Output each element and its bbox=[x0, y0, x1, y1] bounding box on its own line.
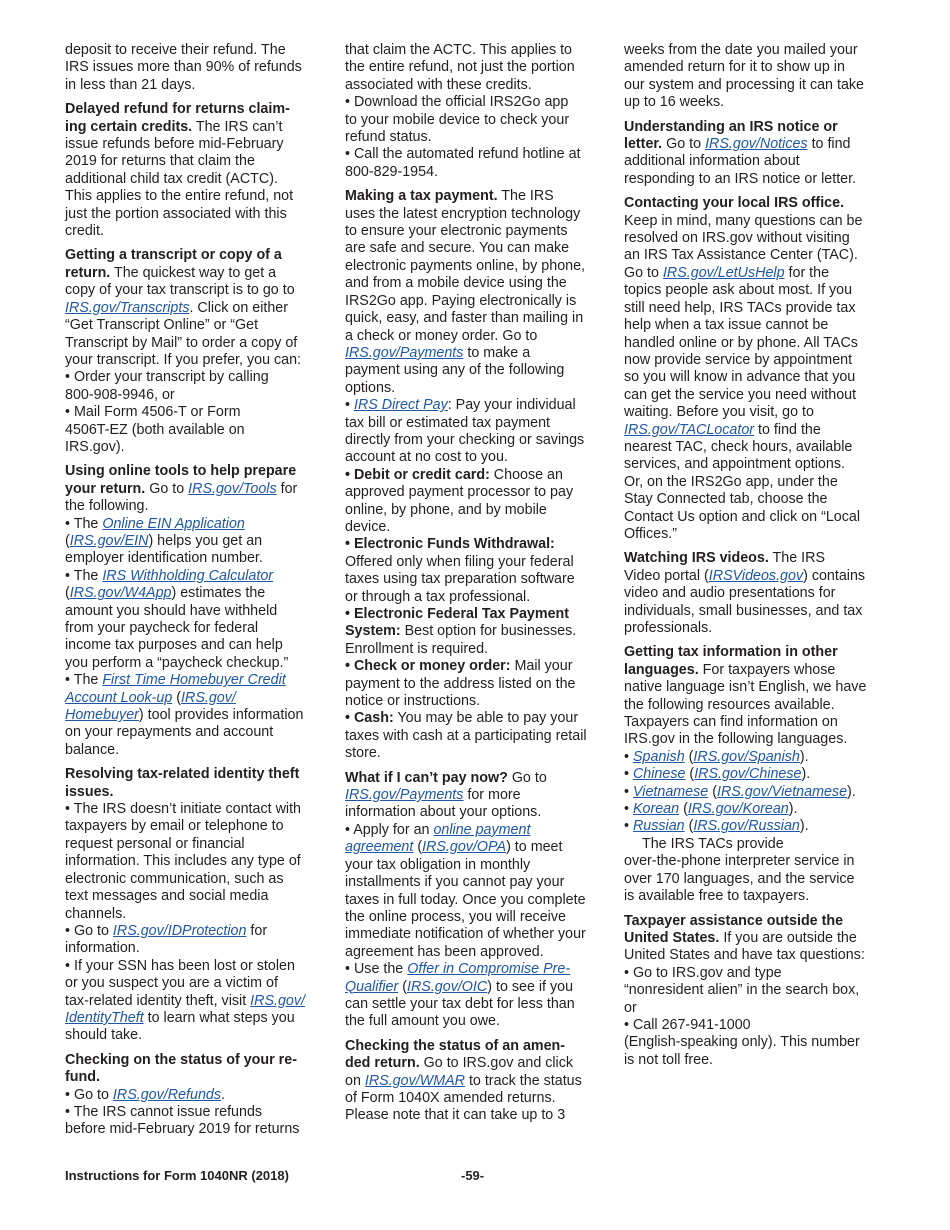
link-taclocator[interactable]: IRS.gov/TACLocator bbox=[624, 421, 755, 438]
page-number: -59- bbox=[461, 1168, 485, 1183]
section-transcript: Getting a transcript or copy of a return. The quickest way to get a copy of your tax transcript is to go to IRS.gov/Transcripts. Click on either “Get Transcript Online” or “Get Transcript by Mail” to order a copy of your transcript. If you prefer, you can: • Order your transcript by calling 800-908-9946, or • Mail Form 4506-T or Form 4506T-EZ (both available on IRS.gov). bbox=[65, 247, 327, 456]
section-delayed-refund: Delayed refund for returns claim- ing certain credits. The IRS can’t issue refunds before mid-February 2019 for returns that claim the additional child tax credit (ACTC). This applies to the entire refund, not just the portion associated with this credit. bbox=[65, 101, 327, 240]
paragraph-amended-continued: weeks from the date you mailed your amended return for it to show up in our system and processing it can take up to 16 weeks. bbox=[624, 42, 864, 111]
section-heading: Understanding an IRS notice or bbox=[624, 118, 838, 135]
link-idprotection[interactable]: IRS.gov/IDProtection bbox=[112, 922, 247, 939]
section-irs-videos: Watching IRS videos. The IRS Video portal (IRSVideos.gov) contains video and audio presentations for individuals, small businesses, and tax professionals. bbox=[624, 550, 866, 636]
link-language-name[interactable]: Spanish bbox=[632, 748, 685, 765]
list-item: • Russian (IRS.gov/Russian). bbox=[624, 818, 809, 835]
section-heading: United States. bbox=[624, 929, 720, 946]
column-1 bbox=[65, 42, 327, 1146]
link-irs-videos[interactable]: IRSVideos.gov bbox=[708, 567, 804, 584]
paragraph-refund-deposit: deposit to receive their refund. The IRS issues more than 90% of refunds in less than 21 days. bbox=[65, 42, 302, 93]
link-ein[interactable]: IRS.gov/EIN bbox=[69, 532, 149, 549]
link-wmar[interactable]: IRS.gov/WMAR bbox=[364, 1072, 465, 1089]
section-heading: Resolving tax-related identity theft bbox=[65, 766, 300, 783]
section-outside-us: Taxpayer assistance outside the United States. If you are outside the United States and have tax questions: • Go to IRS.gov and type “nonresident alien” in the search box, or • Call 267-941-1000 (English-speaking only). This number is not toll free. bbox=[624, 913, 886, 1070]
section-heading: Using online tools to help prepare bbox=[65, 463, 297, 480]
link-online-payment-agreement[interactable]: agreement bbox=[345, 839, 414, 856]
link-tools[interactable]: IRS.gov/Tools bbox=[188, 480, 277, 497]
link-language-name[interactable]: Russian bbox=[632, 818, 685, 835]
column-2 bbox=[345, 42, 607, 1132]
list-item: • Korean (IRS.gov/Korean). bbox=[624, 801, 798, 818]
section-heading: fund. bbox=[65, 1069, 100, 1086]
section-identity-theft: Resolving tax-related identity theft issues. • The IRS doesn’t initiate contact with taxpayers by email or telephone to request personal or financial information. This includes any type of electronic communication, such as text messages and social media channels. • Go to IRS.gov/IDProtection for information. • If your SSN has been lost or stolen or you suspect you are a victim of tax-related identity theft, visit IRS.gov/ IdentityTheft to learn what steps you should take. bbox=[65, 766, 327, 1045]
section-heading: issues. bbox=[65, 783, 114, 800]
link-language-name[interactable]: Vietnamese bbox=[632, 783, 709, 800]
link-language-url[interactable]: IRS.gov/Korean bbox=[687, 801, 789, 818]
paragraph-refund-continued: that claim the ACTC. This applies to the entire refund, not just the portion associated with these credits. • Download the official IRS2Go app to your mobile device to check your refund status. • Call the automated refund hotline at 800-829-1954. bbox=[345, 42, 581, 180]
link-opa[interactable]: IRS.gov/OPA bbox=[422, 839, 507, 856]
section-other-languages: Getting tax information in other languages. For taxpayers whose native language isn’t English, we have the following resources available. Taxpayers can find information on IRS.gov in the following languages. • Spanish (IRS.gov/Spanish). • Chinese (IRS.gov/Chinese). • Vietnamese (IRS.gov/Vietnamese). • Korean (IRS.gov/Korean). • Russian (IRS.gov/Russian). The IRS TACs provide over-the-phone interpreter service in over 170 languages, and the service is available free to taxpayers. bbox=[624, 644, 886, 905]
section-heading: Checking the status of an amen- bbox=[345, 1037, 566, 1054]
section-heading: Getting tax information in other bbox=[624, 644, 838, 661]
link-payments[interactable]: IRS.gov/Payments bbox=[345, 787, 464, 804]
link-online-payment-agreement[interactable]: online payment bbox=[433, 821, 531, 838]
column-3 bbox=[624, 42, 886, 1076]
list-item: • Spanish (IRS.gov/Spanish). bbox=[624, 748, 809, 765]
link-language-url[interactable]: IRS.gov/Spanish bbox=[693, 748, 800, 765]
section-heading: ing certain credits. bbox=[65, 118, 193, 135]
link-language-url[interactable]: IRS.gov/Russian bbox=[693, 818, 800, 835]
section-heading: letter. bbox=[624, 136, 663, 153]
section-heading: ded return. bbox=[345, 1055, 420, 1072]
link-first-time-homebuyer[interactable]: Account Look-up bbox=[65, 689, 173, 706]
link-homebuyer[interactable]: Homebuyer bbox=[65, 707, 139, 724]
link-online-ein-application[interactable]: Online EIN Application bbox=[102, 515, 245, 532]
section-heading: languages. bbox=[624, 661, 699, 678]
link-withholding-calculator[interactable]: IRS Withholding Calculator bbox=[102, 567, 274, 584]
link-payments[interactable]: IRS.gov/Payments bbox=[345, 344, 464, 361]
section-heading: Watching IRS videos. bbox=[624, 550, 769, 567]
list-item: • Chinese (IRS.gov/Chinese). bbox=[624, 766, 811, 783]
section-refund-status: Checking on the status of your re- fund. • Go to IRS.gov/Refunds. • The IRS cannot issue refunds before mid-February 2019 for returns bbox=[65, 1052, 327, 1139]
link-refunds[interactable]: IRS.gov/Refunds bbox=[112, 1086, 222, 1103]
section-local-office: Contacting your local IRS office. Keep in mind, many questions can be resolved on IRS.gov without visiting an IRS Tax Assistance Center (TAC). Go to IRS.gov/LetUsHelp for the topics people ask about most. If you still need help, IRS TACs provide tax help when a tax issue cannot be handled online or by phone. All TACs now provide service by appointment so you will know in advance that you can get the service you need without waiting. Before you visit, go to IRS.gov/TACLocator to find the nearest TAC, check hours, available services, and appointment options. Or, on the IRS2Go app, under the Stay Connected tab, choose the Contact Us option and click on “Local Offices.” bbox=[624, 195, 886, 543]
link-language-url[interactable]: IRS.gov/Chinese bbox=[694, 766, 802, 783]
link-offer-in-compromise[interactable]: Offer in Compromise Pre- bbox=[407, 961, 571, 978]
link-first-time-homebuyer[interactable]: First Time Homebuyer Credit bbox=[102, 672, 286, 689]
link-homebuyer[interactable]: IRS.gov/ bbox=[181, 689, 236, 706]
link-offer-in-compromise[interactable]: Qualifier bbox=[345, 978, 399, 995]
section-tax-payment: Making a tax payment. The IRS uses the latest encryption technology to ensure your electronic payments are safe and secure. You can make electronic payments online, by phone, and from a mobile device using the IRS2Go app. Paying electronically is quick, easy, and faster than mailing in a check or money order. Go to IRS.gov/Payments to make a payment using any of the following options. • IRS Direct Pay: Pay your individual tax bill or estimated tax payment directly from your checking or savings account at no cost to you. • Debit or credit card: Choose an approved payment processor to pay online, by phone, and by mobile device. • Electronic Funds Withdrawal: Offered only when filing your federal taxes using tax preparation software or through a tax professional. • Electronic Federal Tax Payment System: Best option for businesses. Enrollment is required. • Check or money order: Mail your payment to the address listed on the notice or instructions. • Cash: You may be able to pay your taxes with cash at a participating retail store. bbox=[345, 188, 587, 762]
section-heading: Taxpayer assistance outside the bbox=[624, 912, 844, 929]
section-irs-notice: Understanding an IRS notice or letter. Go to IRS.gov/Notices to find additional information about responding to an IRS notice or letter. bbox=[624, 119, 886, 189]
section-heading: Making a tax payment. bbox=[345, 188, 498, 205]
section-cant-pay: What if I can’t pay now? Go to IRS.gov/Payments for more information about your options. • Apply for an online payment agreement (IRS.gov/OPA) to meet your tax obligation in monthly installments if you cannot pay your taxes in full today. Once you complete the online process, you will receive immediate notification of whether your agreement has been approved. • Use the Offer in Compromise Pre- Qualifier (IRS.gov/OIC) to see if you can settle your tax debt for less than the full amount you owe. bbox=[345, 769, 586, 1030]
list-item: • Vietnamese (IRS.gov/Vietnamese). bbox=[624, 783, 856, 800]
section-heading: Checking on the status of your re- bbox=[65, 1051, 297, 1068]
section-heading: What if I can’t pay now? bbox=[345, 769, 508, 786]
link-direct-pay[interactable]: IRS Direct Pay bbox=[353, 397, 448, 414]
section-heading: return. bbox=[65, 264, 111, 281]
link-notices[interactable]: IRS.gov/Notices bbox=[705, 136, 808, 153]
section-heading: Delayed refund for returns claim- bbox=[65, 101, 290, 118]
link-identity-theft[interactable]: IRS.gov/ bbox=[250, 992, 305, 1009]
link-oic[interactable]: IRS.gov/OIC bbox=[406, 978, 488, 995]
section-heading: Getting a transcript or copy of a bbox=[65, 247, 282, 264]
section-amended-return: Checking the status of an amen- ded return. Go to IRS.gov and click on IRS.gov/WMAR to track the status of Form 1040X amended returns. Please note that it can take up to 3 bbox=[345, 1038, 607, 1125]
link-language-name[interactable]: Korean bbox=[632, 801, 680, 818]
link-language-name[interactable]: Chinese bbox=[632, 766, 686, 783]
section-heading: your return. bbox=[65, 480, 146, 497]
section-online-tools: Using online tools to help prepare your return. Go to IRS.gov/Tools for the following. • The Online EIN Application (IRS.gov/EIN) helps you get an employer identification number. • The IRS Withholding Calculator (IRS.gov/W4App) estimates the amount you should have withheld from your paycheck for federal income tax purposes and can help you perform a “paycheck checkup.” • The First Time Homebuyer Credit Account Look-up (IRS.gov/ Homebuyer) tool provides information on your repayments and account balance. bbox=[65, 463, 327, 759]
link-language-url[interactable]: IRS.gov/Vietnamese bbox=[716, 783, 848, 800]
link-letushelp[interactable]: IRS.gov/LetUsHelp bbox=[662, 264, 785, 281]
link-w4app[interactable]: IRS.gov/W4App bbox=[69, 585, 172, 602]
link-transcripts[interactable]: IRS.gov/Transcripts bbox=[65, 299, 190, 316]
section-heading: Contacting your local IRS office. bbox=[624, 195, 845, 212]
link-identity-theft[interactable]: IdentityTheft bbox=[65, 1009, 144, 1026]
footer-form-title: Instructions for Form 1040NR (2018) bbox=[65, 1168, 289, 1183]
